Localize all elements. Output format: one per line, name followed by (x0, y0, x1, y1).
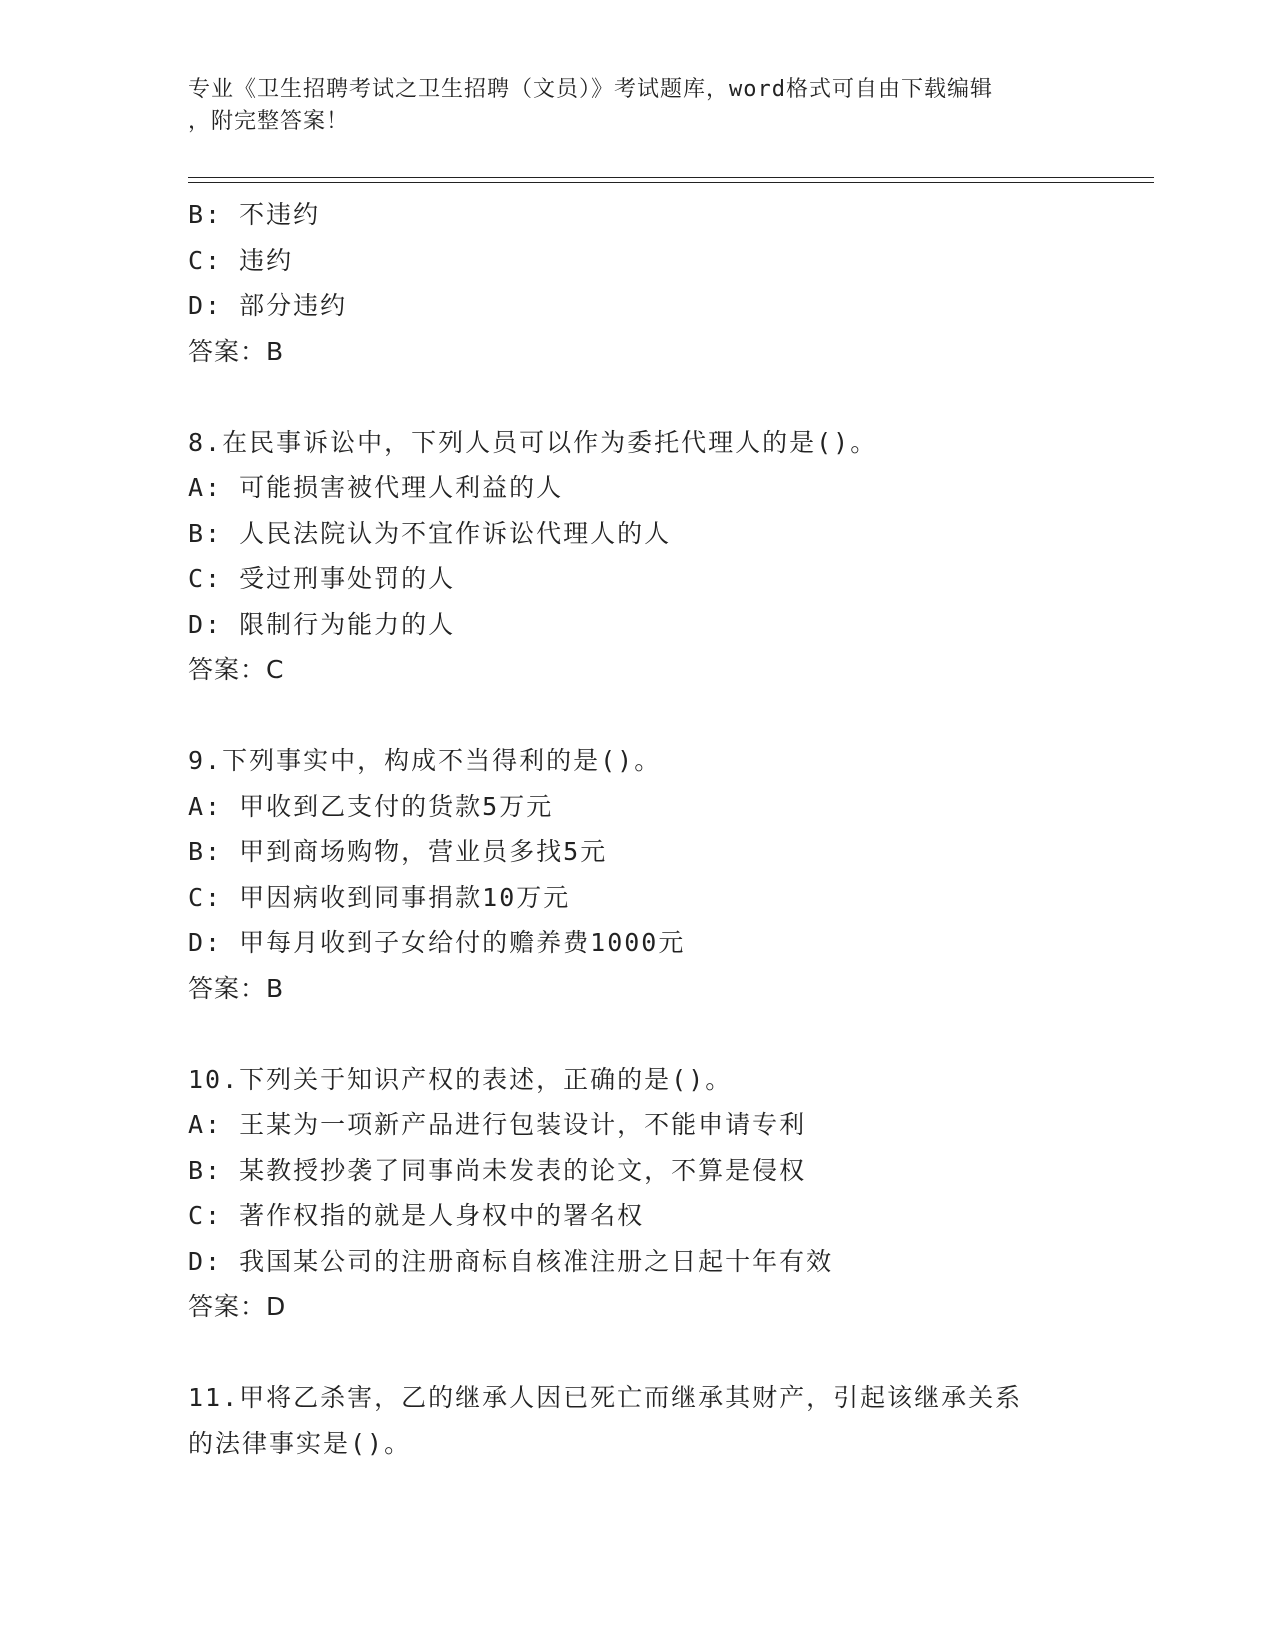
question-text: 10.下列关于知识产权的表述，正确的是()。 (188, 1064, 733, 1094)
answer-line: 答案：B (188, 973, 285, 1003)
option-d: D: 部分违约 (188, 291, 348, 320)
question-list (188, 192, 1128, 1466)
option-c: C: 受过刑事处罚的人 (188, 564, 456, 593)
question-block-9 (188, 738, 1128, 1011)
question-text: 9.下列事实中，构成不当得利的是()。 (188, 746, 662, 775)
option-b: B: 甲到商场购物，营业员多找5元 (188, 837, 608, 866)
option-a: A: 甲收到乙支付的货款5万元 (188, 791, 554, 821)
spacer (188, 693, 1128, 739)
option-a: A: 可能损害被代理人利益的人 (188, 473, 564, 502)
question-block-10 (188, 1057, 1128, 1330)
option-d: D: 限制行为能力的人 (188, 609, 456, 639)
document-header (188, 74, 1088, 138)
spacer (188, 374, 1128, 420)
option-b: B: 不违约 (188, 200, 321, 229)
spacer (188, 1011, 1128, 1057)
question-text-line-2: 的法律事实是()。 (188, 1428, 412, 1458)
answer-line: 答案：D (188, 1292, 287, 1321)
answer-line: 答案：B (188, 336, 285, 366)
option-a: A: 王某为一项新产品进行包装设计，不能申请专利 (188, 1110, 807, 1139)
option-c: C: 著作权指的就是人身权中的署名权 (188, 1201, 645, 1230)
option-b: B: 某教授抄袭了同事尚未发表的论文，不算是侵权 (188, 1155, 807, 1185)
header-divider-top (188, 177, 1154, 178)
header-line-1: 专业《卫生招聘考试之卫生招聘（文员）》考试题库，word格式可自由下载编辑 (188, 77, 993, 102)
option-b: B: 人民法院认为不宜作诉讼代理人的人 (188, 518, 672, 548)
header-divider-bottom (188, 182, 1154, 183)
question-block-7 (188, 192, 1128, 374)
option-c: C: 甲因病收到同事捐款10万元 (188, 882, 571, 912)
question-text: 8.在民事诉讼中，下列人员可以作为委托代理人的是()。 (188, 427, 878, 457)
answer-line: 答案：C (188, 655, 285, 684)
question-block-8 (188, 420, 1128, 693)
option-d: D: 我国某公司的注册商标自核准注册之日起十年有效 (188, 1246, 834, 1276)
question-block-11 (188, 1375, 1128, 1466)
spacer (188, 1330, 1128, 1376)
option-c: C: 违约 (188, 245, 294, 275)
question-text-line-1: 11.甲将乙杀害，乙的继承人因已死亡而继承其财产，引起该继承关系 (188, 1383, 1023, 1412)
header-line-2: ，附完整答案！ (188, 109, 350, 134)
option-d: D: 甲每月收到子女给付的赡养费1000元 (188, 928, 686, 957)
